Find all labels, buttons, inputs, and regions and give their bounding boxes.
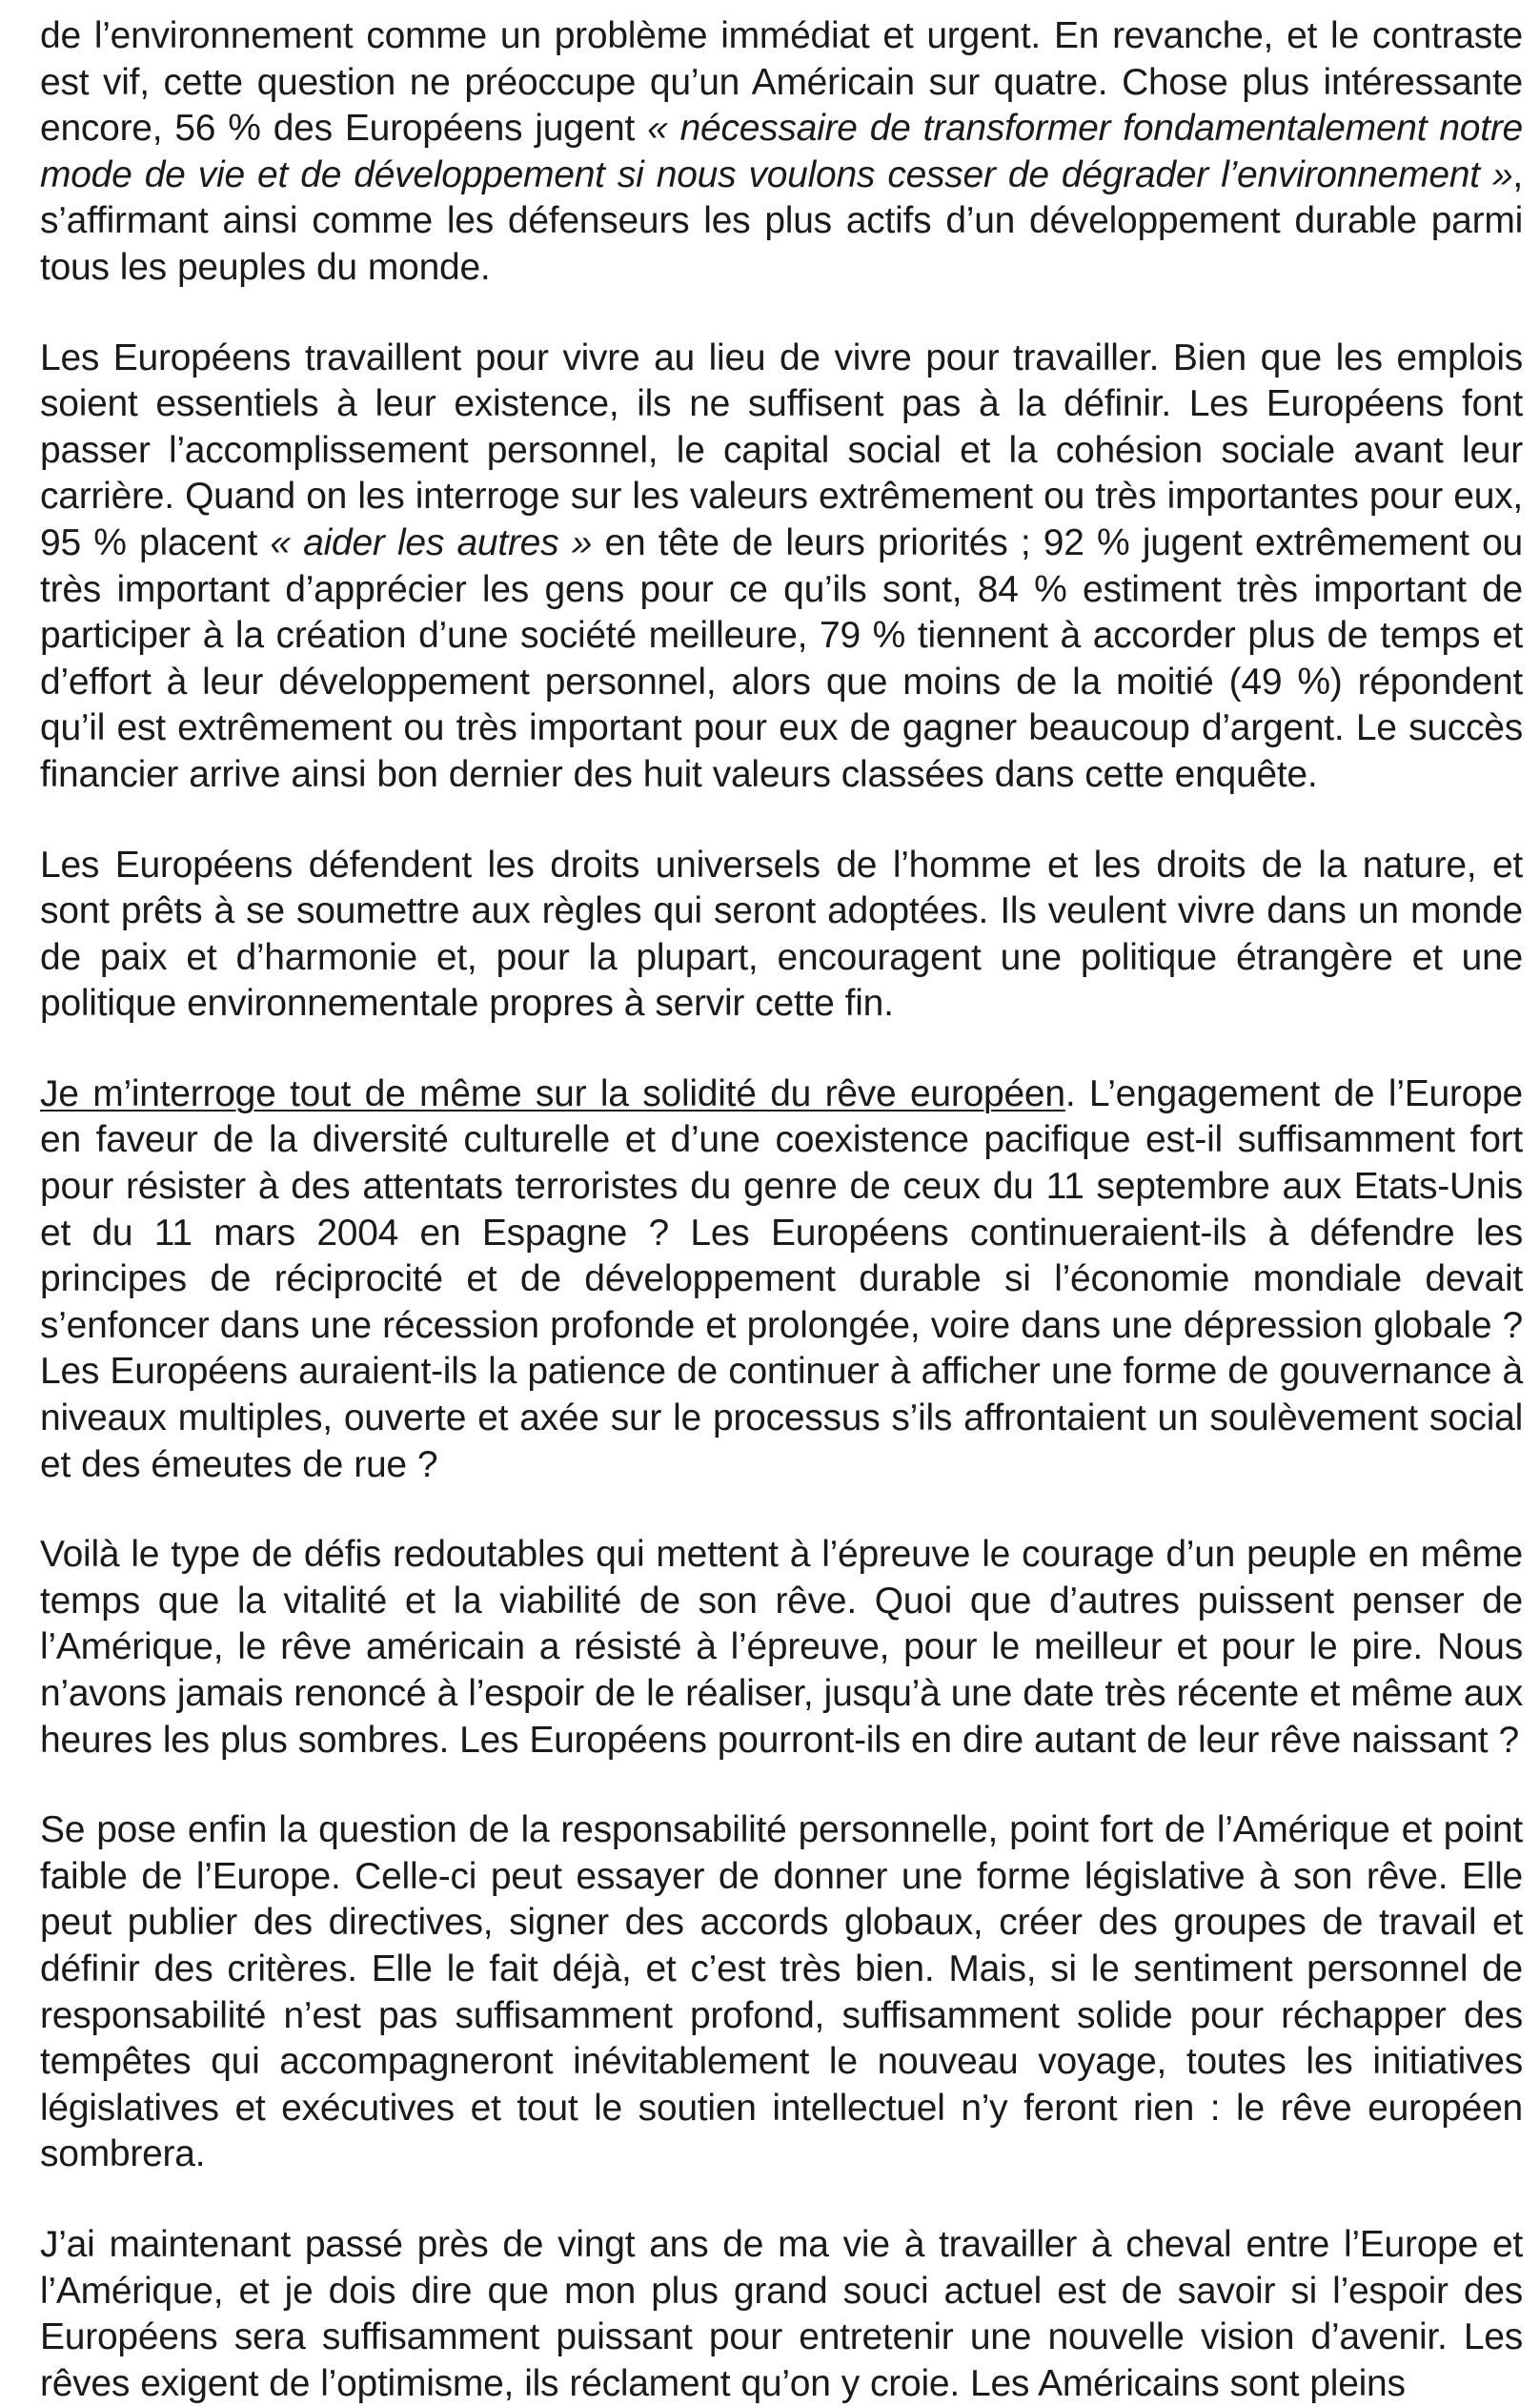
text-run: , s’affirmant ainsi comme les défenseurs les plus actifs d’un développement durable parmi tous les peuples du monde. [40, 153, 1523, 288]
italic-quote: « aider les autres » [270, 521, 593, 563]
text-run: Les Européens travaillent pour vivre au lieu de vivre pour travailler. Bien que les emplois soient essentiels à leur existence, ils ne suffisent pas à la définir. Les Européens font passer l’accomplissement personnel, le capital social et la cohésion sociale avant leur carrière. Quand on les interroge sur les valeurs extrêmement ou très importantes pour eux, 95 % placent [40, 337, 1523, 563]
document-body [40, 13, 1523, 2407]
paragraph-author-reflection [40, 2222, 1523, 2407]
text-run: . L’engagement de l’Europe en faveur de la diversité culturelle et d’une coexistence pacifique est-il suffisamment fort pour résister à des attentats terroristes du genre de ceux du 11 septembre aux Etats-Unis et du 11 mars 2004 en Espagne ? Les Européens continueraient-ils à défendre les principes de réciprocité et de développement durable si l’économie mondiale devait s’enfoncer dans une récession profonde et prolongée, voire dans une dépression globale ? Les Européens auraient-ils la patience de continuer à afficher une forme de gouvernance à niveaux multiples, ouverte et axée sur le processus s’ils affrontaient un soulèvement social et des émeutes de rue ? [40, 1072, 1523, 1485]
text-run: J’ai maintenant passé près de vingt ans de ma vie à travailler à cheval entre l’Europe et l’Amérique, et je dois dire que mon plus grand souci actuel est de savoir si l’espoir des Européens sera suffisamment puissant pour entretenir une nouvelle vision d’avenir. Les rêves exigent de l’optimisme, ils réclament qu’on y croie. Les Américains sont pleins [40, 2223, 1523, 2404]
paragraph-environment-survey [40, 13, 1523, 292]
paragraph-human-rights [40, 843, 1523, 1028]
paragraph-european-dream-solidity [40, 1071, 1523, 1488]
text-run: de l’environnement comme un problème immédiat et urgent. En revanche, et le contraste est vif, cette question ne préoccupe qu’un Américain sur quatre. Chose plus intéressante encore, 56 % des Européens jugent [40, 15, 1523, 150]
text-run: Voilà le type de défis redoutables qui mettent à l’épreuve le courage d’un peuple en même temps que la vitalité et la viabilité de son rêve. Quoi que d’autres puissent penser de l’Amérique, le rêve américain a résisté à l’épreuve, pour le meilleur et pour le pire. Nous n’avons jamais renoncé à l’espoir de le réaliser, jusqu’à une date très récente et même aux heures les plus sombres. Les Européens pourront-ils en dire autant de leur rêve naissant ? [40, 1534, 1523, 1761]
italic-quote: « nécessaire de transformer fondamentalement notre mode de vie et de développement si nous voulons cesser de dégrader l’environnement » [40, 108, 1523, 195]
text-run: Les Européens défendent les droits universels de l’homme et les droits de la nature, et sont prêts à se soumettre aux règles qui seront adoptées. Ils veulent vivre dans un monde de paix et d’harmonie et, pour la plupart, encouragent une politique étrangère et une politique environnementale propres à servir cette fin. [40, 844, 1523, 1025]
paragraph-challenges [40, 1532, 1523, 1764]
underlined-sentence: Je m’interroge tout de même sur la solidité du rêve européen [40, 1072, 1065, 1114]
paragraph-personal-responsibility [40, 1807, 1523, 2178]
text-run: en tête de leurs priorités ; 92 % jugent extrêmement ou très important d’apprécier les gens pour ce qu’ils sont, 84 % estiment très important de participer à la création d’une société meilleure, 79 % tiennent à accorder plus de temps et d’effort à leur développement personnel, alors que moins de la moitié (49 %) répondent qu’il est extrêmement ou très important pour eux de gagner beaucoup d’argent. Le succès financier arrive ainsi bon dernier des huit valeurs classées dans cette enquête. [40, 521, 1523, 795]
paragraph-work-values [40, 336, 1523, 799]
text-run: Se pose enfin la question de la responsabilité personnelle, point fort de l’Amérique et point faible de l’Europe. Celle-ci peut essayer de donner une forme législative à son rêve. Elle peut publier des directives, signer des accords globaux, créer des groupes de travail et définir des critères. Elle le fait déjà, et c’est très bien. Mais, si le sentiment personnel de responsabilité n’est pas suffisamment profond, suffisamment solide pour réchapper des tempêtes qui accompagneront inévitablement le nouveau voyage, toutes les initiatives législatives et exécutives et tout le soutien intellectuel n’y feront rien : le rêve européen sombrera. [40, 1809, 1523, 2175]
